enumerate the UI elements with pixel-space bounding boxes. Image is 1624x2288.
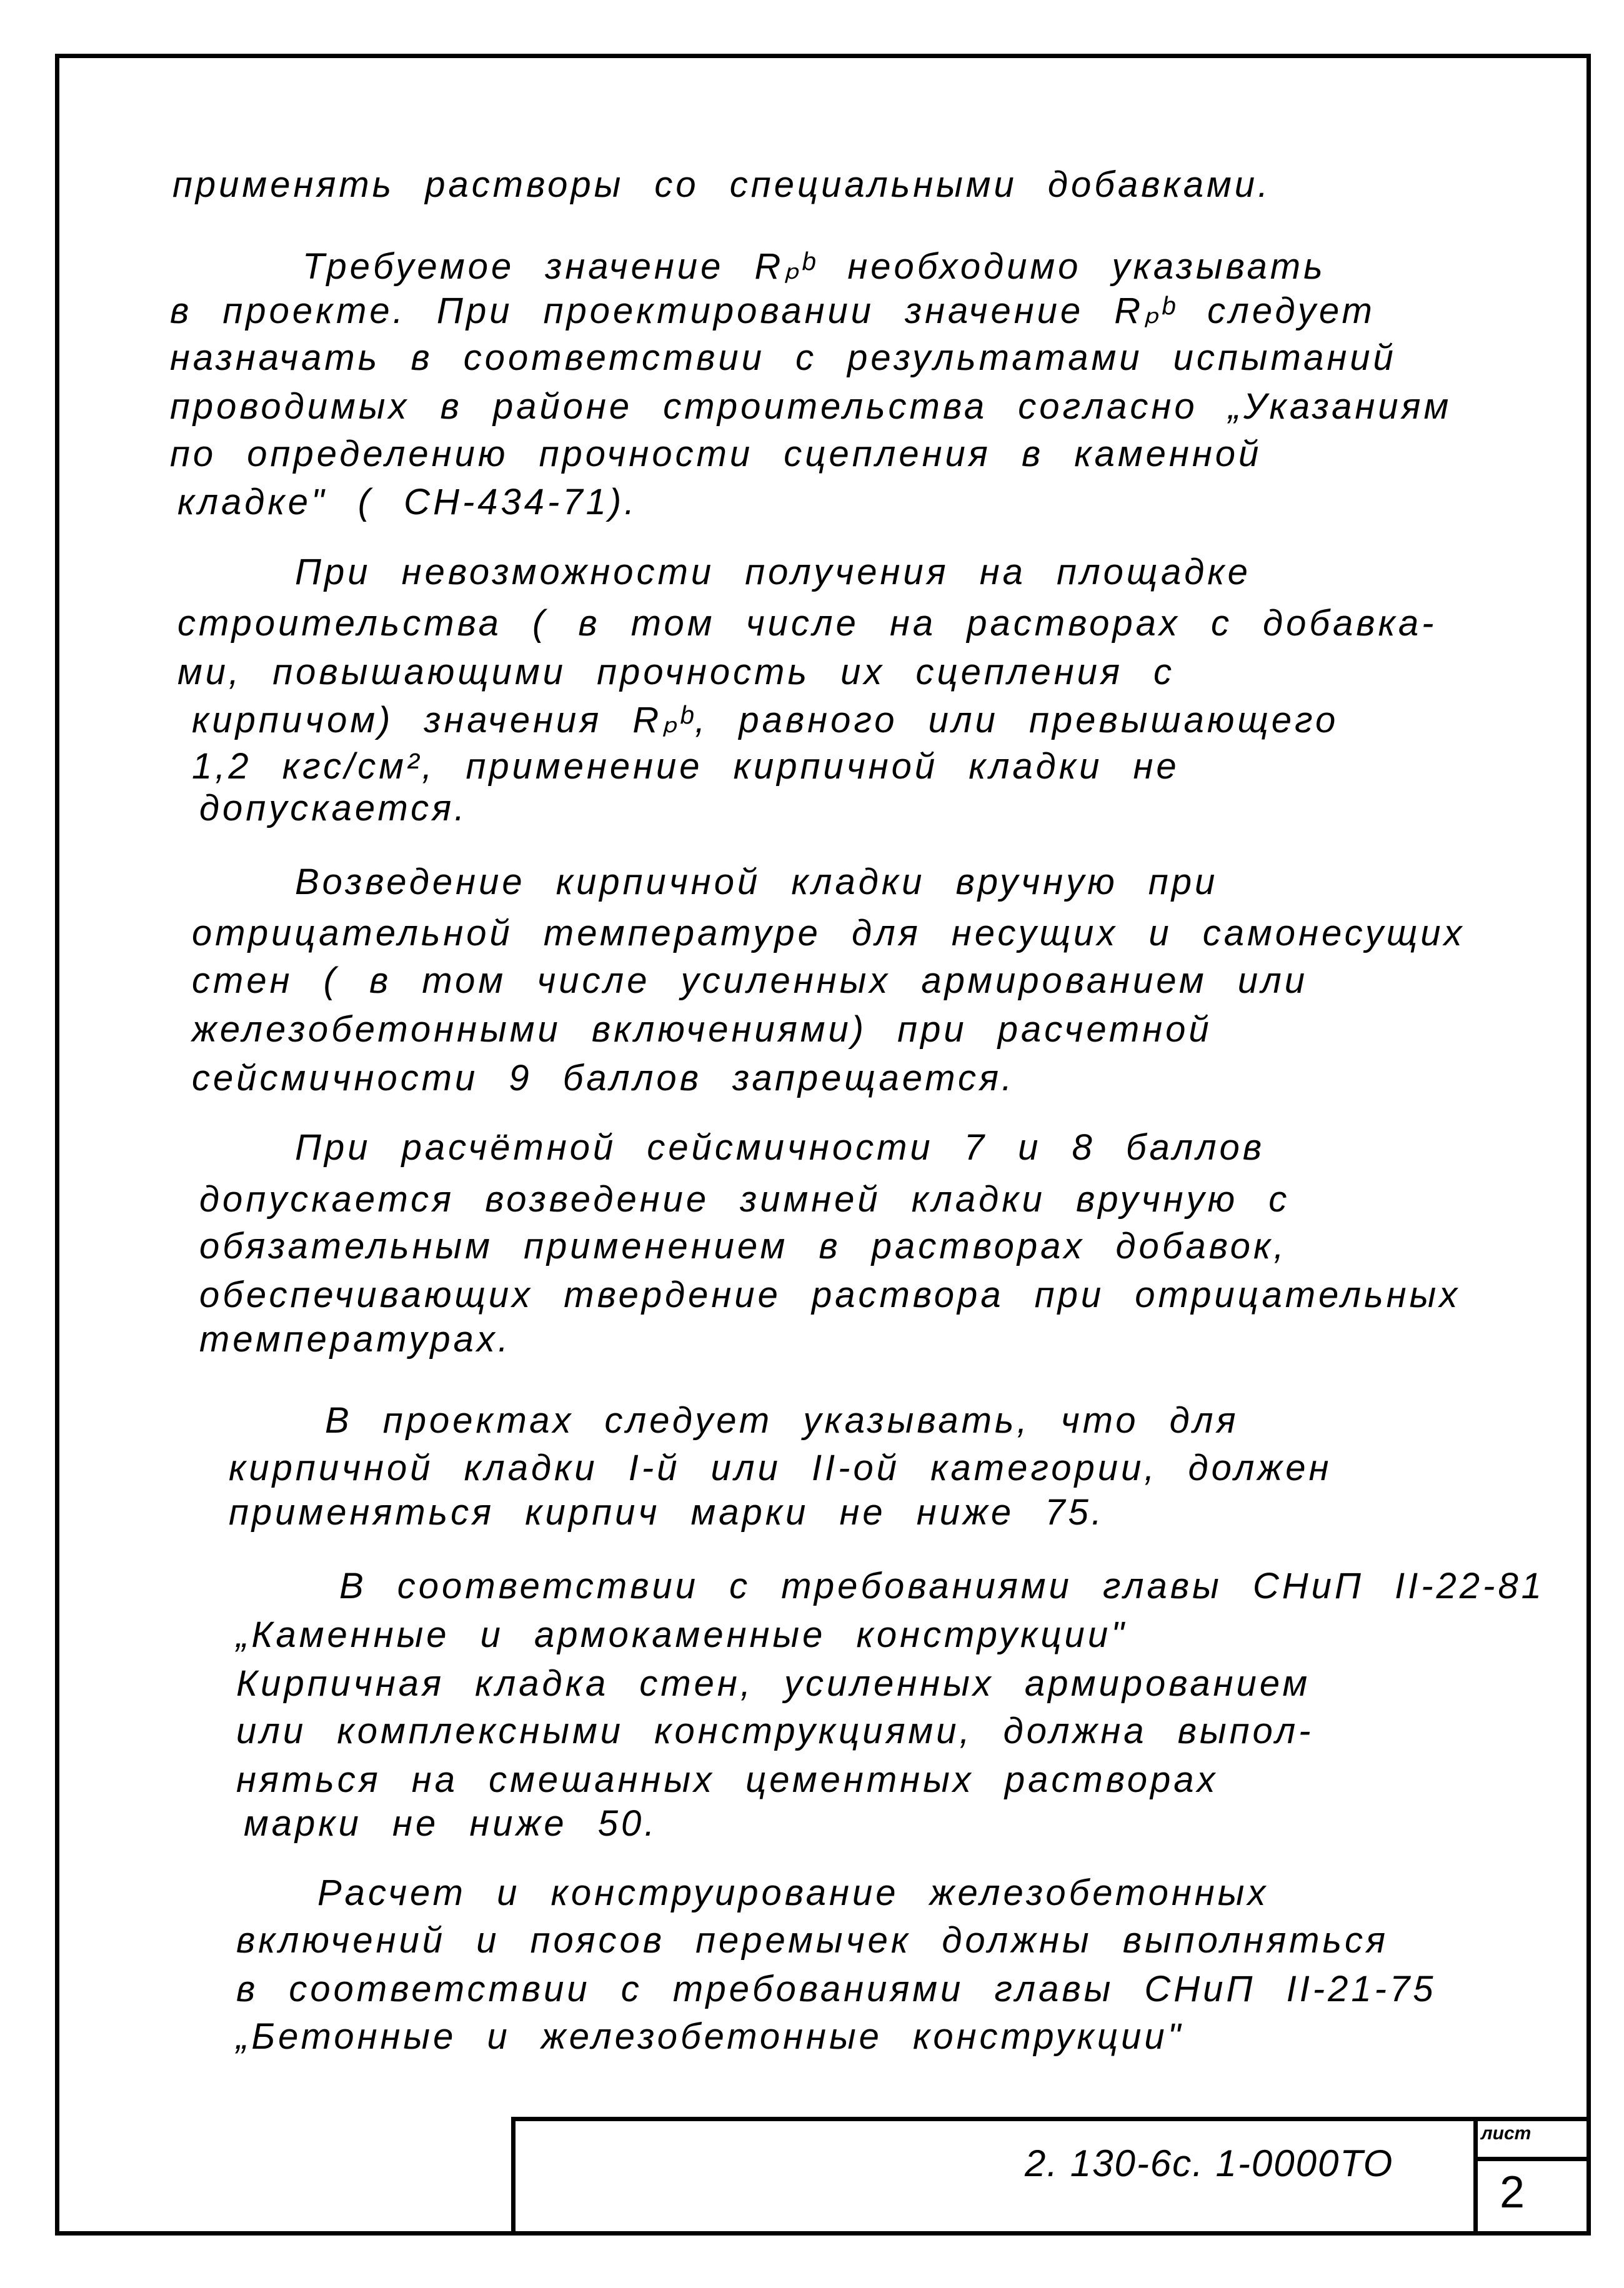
text-line: применять растворы со специальными добавками.: [172, 164, 1272, 205]
text-line: в проекте. При проектировании значение Rₚᵇ следует: [170, 291, 1375, 331]
text-line: Возведение кирпичной кладки вручную при: [295, 862, 1218, 902]
text-line: кирпичной кладки I-й или II-ой категории, должен: [229, 1448, 1332, 1488]
text-line: При невозможности получения на площадке: [295, 552, 1251, 592]
text-line: кладке" ( СН-434-71).: [177, 482, 638, 522]
text-line: в соответствии с требованиями главы СНиП II-21-75: [236, 1969, 1437, 2009]
text-line: Расчет и конструирование железобетонных: [317, 1873, 1269, 1913]
sheet-number: 2: [1500, 2167, 1525, 2217]
text-line: марки не ниже 50.: [244, 1803, 658, 1844]
text-line: отрицательной температуре для несущих и самонесущих: [192, 913, 1465, 953]
text-line: обеспечивающих твердение раствора при отрицательных: [199, 1275, 1461, 1315]
text-line: 1,2 кгс/см², применение кирпичной кладки не: [192, 746, 1180, 787]
text-line: В соответствии с требованиями главы СНиП II-22-81: [339, 1566, 1545, 1606]
text-line: строительства ( в том числе на растворах с добавка-: [177, 603, 1437, 644]
text-line: допускается возведение зимней кладки вручную с: [199, 1179, 1290, 1220]
sheet-divider: [1473, 2157, 1591, 2161]
text-line: Требуемое значение Rₚᵇ необходимо указывать: [302, 246, 1326, 287]
text-line: В проектах следует указывать, что для: [325, 1400, 1239, 1441]
text-line: сейсмичности 9 баллов запрещается.: [192, 1058, 1015, 1098]
text-line: назначать в соответствии с результатами испытаний: [170, 337, 1397, 378]
text-line: включений и поясов перемычек должны выполняться: [236, 1920, 1388, 1961]
text-line: применяться кирпич марки не ниже 75.: [229, 1492, 1105, 1533]
sheet-label: лист: [1481, 2123, 1532, 2144]
text-line: железобетонными включениями) при расчетной: [192, 1009, 1212, 1050]
text-line: обязательным применением в растворах добавок,: [199, 1226, 1287, 1266]
text-line: Кирпичная кладка стен, усиленных армированием: [236, 1663, 1311, 1704]
text-line: допускается.: [199, 788, 468, 828]
text-line: температурах.: [199, 1319, 512, 1360]
text-line: кирпичом) значения Rₚᵇ, равного или превышающего: [192, 700, 1339, 740]
text-line: ми, повышающими прочность их сцепления с: [177, 652, 1175, 692]
text-line: стен ( в том числе усиленных армированием или: [192, 960, 1308, 1001]
text-line: „Каменные и армокаменные конструкции": [236, 1614, 1127, 1655]
text-line: При расчётной сейсмичности 7 и 8 баллов: [295, 1127, 1265, 1168]
text-line: проводимых в районе строительства согласно „Указаниям: [170, 386, 1452, 427]
document-code: 2. 130-6с. 1-0000ТО: [1025, 2142, 1394, 2184]
text-line: „Бетонные и железобетонные конструкции": [236, 2016, 1184, 2057]
text-line: няться на смешанных цементных растворах: [236, 1759, 1218, 1800]
text-line: или комплексными конструкциями, должна выпол-: [236, 1711, 1314, 1751]
text-line: по определению прочности сцепления в каменной: [170, 434, 1262, 474]
